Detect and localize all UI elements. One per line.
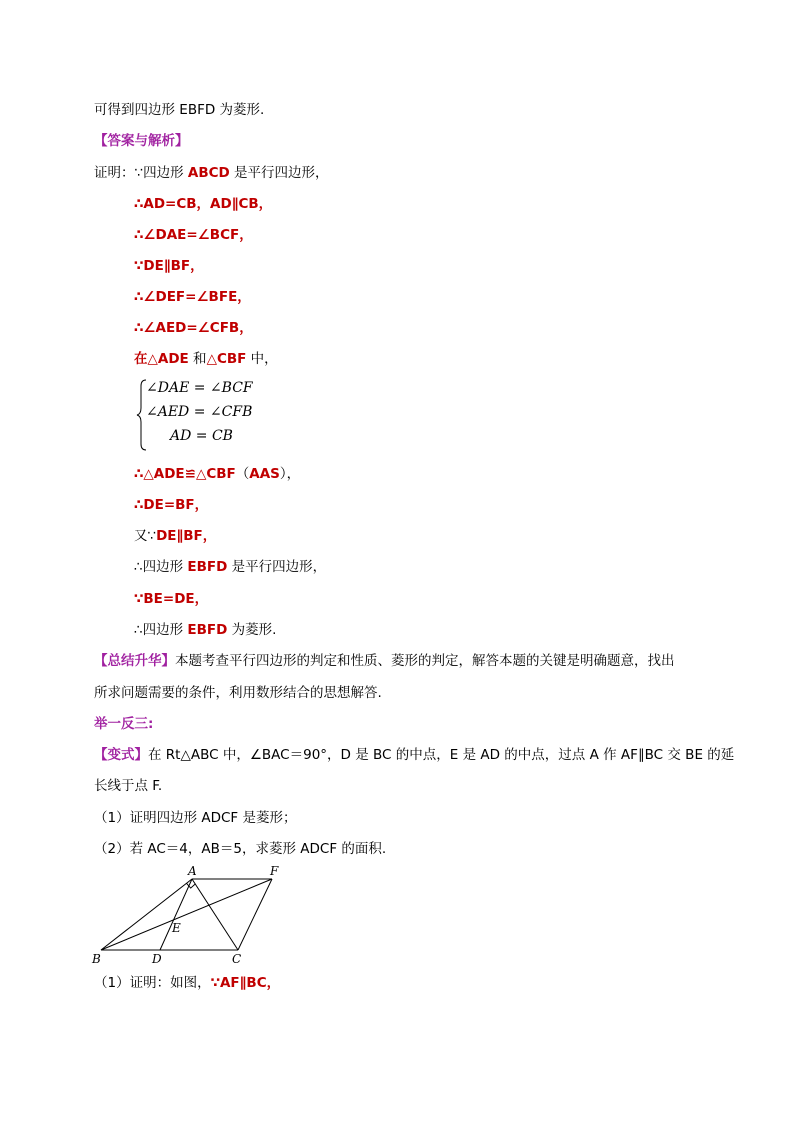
label-d: D	[152, 952, 162, 966]
proof-step: ∵BE=DE，	[134, 591, 209, 607]
label-b: B	[92, 952, 101, 966]
text-span: ∴四边形	[134, 622, 188, 638]
segment-ab	[101, 879, 192, 950]
proof-step	[134, 349, 278, 369]
equation-row: AD = CB	[170, 428, 233, 444]
proof-step	[134, 557, 326, 577]
proof-step: ∴∠DEF=∠BFE，	[134, 289, 251, 305]
proof-step	[134, 526, 216, 546]
geometry-figure	[88, 860, 298, 970]
label-c: C	[232, 952, 242, 966]
text-line	[94, 163, 329, 183]
proof-step: ∴DE=BF，	[134, 497, 209, 513]
proof-step	[134, 464, 300, 484]
segment-ac	[192, 879, 238, 950]
text-span: ∵AF∥BC，	[210, 975, 281, 991]
text-line	[94, 973, 280, 993]
text-line: 所求问题需要的条件，利用数形结合的思想解答.	[94, 685, 382, 701]
summary-heading: 【总结升华】	[94, 653, 175, 669]
proof-step: ∴∠DAE=∠BCF，	[134, 227, 253, 243]
summary-line	[94, 651, 675, 671]
label-e: E	[172, 921, 181, 935]
variant-line	[94, 745, 734, 765]
text-span: DE∥BF，	[156, 528, 217, 544]
text-span: 证明：∵四边形	[94, 165, 188, 181]
proof-step: ∴∠AED=∠CFB，	[134, 320, 253, 336]
text-span: 在 Rt△ABC 中，∠BAC＝90°，D 是 BC 的中点，E 是 AD 的中点，过点 A 作 AF∥BC 交 BE 的延	[148, 747, 735, 763]
text-span: 又∵	[134, 528, 157, 544]
text-span: EBFD	[187, 622, 228, 638]
text-line: 可得到四边形 EBFD 为菱形.	[94, 102, 265, 118]
segment-bf	[101, 879, 272, 950]
variant-heading: 【变式】	[94, 747, 148, 763]
question-1: （1）证明四边形 ADCF 是菱形；	[94, 810, 297, 826]
answer-heading: 【答案与解析】	[94, 133, 189, 149]
proof-step: ∴AD=CB，AD∥CB，	[134, 196, 273, 212]
text-span: ∴四边形	[134, 559, 188, 575]
equation-row: ∠AED = ∠CFB	[146, 404, 253, 420]
text-span: （1）证明：如图，	[94, 975, 211, 991]
text-span: ），	[279, 466, 301, 482]
label-f: F	[270, 864, 279, 878]
text-span: 是平行四边形，	[227, 559, 327, 575]
text-span: ABCD	[187, 165, 230, 181]
equation-row: ∠DAE = ∠BCF	[146, 380, 253, 396]
text-span: △CBF	[206, 351, 247, 367]
text-span: 为菱形.	[227, 622, 277, 638]
text-span: 和	[188, 351, 207, 367]
text-span: 中，	[246, 351, 278, 367]
segment-fc	[238, 879, 272, 950]
text-span: 在△ADE	[134, 351, 189, 367]
text-span: ∴△ADE≌△CBF	[134, 466, 236, 482]
label-a: A	[188, 864, 197, 878]
question-2: （2）若 AC＝4，AB＝5，求菱形 ADCF 的面积.	[94, 841, 387, 857]
text-line: 长线于点 F.	[94, 778, 163, 794]
proof-step	[134, 620, 276, 640]
practice-heading: 举一反三:	[94, 716, 154, 732]
text-span: （	[235, 466, 250, 482]
text-span: AAS	[249, 466, 280, 482]
text-span: 本题考查平行四边形的判定和性质、菱形的判定，解答本题的关键是明确题意，找出	[175, 653, 675, 669]
text-span: EBFD	[187, 559, 228, 575]
text-span: 是平行四边形，	[229, 165, 329, 181]
proof-step: ∵DE∥BF，	[134, 258, 204, 274]
equation-system	[136, 378, 276, 452]
